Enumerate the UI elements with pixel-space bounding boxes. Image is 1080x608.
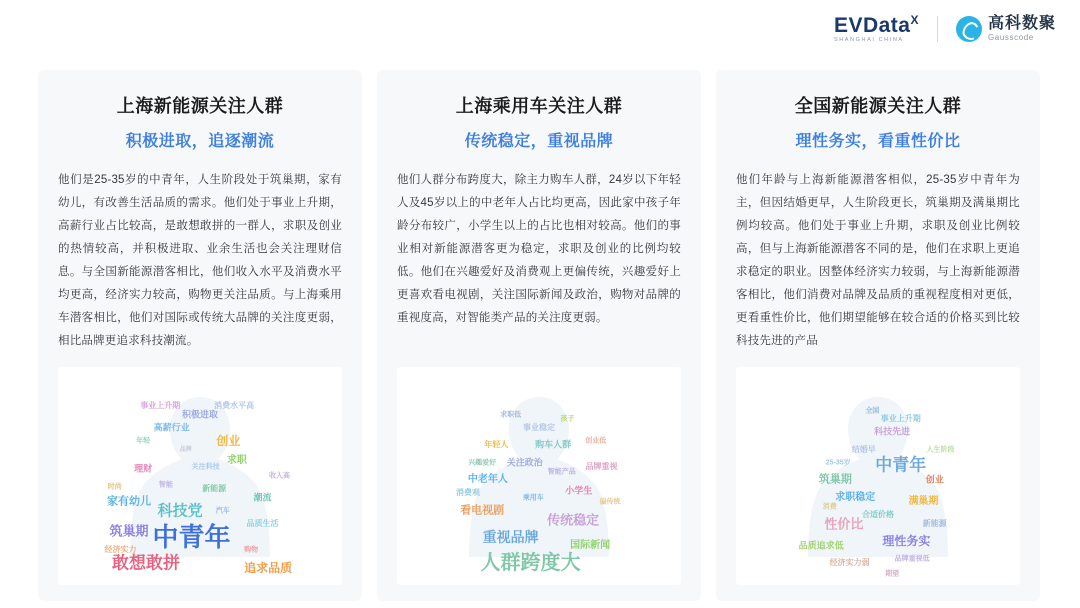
wordcloud-word: 人群跨度大 <box>480 552 581 575</box>
wordcloud-word: 看电视剧 <box>460 504 505 517</box>
card-subtitle: 积极进取，追逐潮流 <box>125 133 275 150</box>
wordcloud-word: 乘用车 <box>522 494 544 502</box>
card-subtitle: 理性务实，看重性价比 <box>795 133 961 150</box>
wordcloud-word: 年轻人 <box>484 440 509 450</box>
persona-card-national-ev <box>716 70 1040 601</box>
persona-card-list <box>38 70 1042 601</box>
wordcloud-word: 品质追求低 <box>798 540 844 551</box>
wordcloud-word: 结婚早 <box>851 444 876 454</box>
wordcloud-container <box>736 353 1020 585</box>
evdata-logo-superscript: X <box>910 13 919 27</box>
wordcloud-word: 重视品牌 <box>482 529 539 546</box>
wordcloud-word: 事业上升期 <box>880 414 921 424</box>
wordcloud-word: 事业稳定 <box>523 423 555 433</box>
gausscode-logo-en: Gausscode <box>987 33 1034 43</box>
wordcloud-word: 求职 <box>226 454 247 466</box>
wordcloud-word: 期望 <box>885 570 900 578</box>
wordcloud-word: 传统稳定 <box>547 512 600 528</box>
wordcloud-word: 品质生活 <box>246 518 279 528</box>
wordcloud-word: 筑巢期 <box>818 473 852 486</box>
wordcloud-word: 购物 <box>244 546 259 554</box>
wordcloud-word: 新能源 <box>202 484 227 494</box>
wordcloud-word: 积极进取 <box>181 409 219 420</box>
wordcloud-word: 年轻 <box>136 437 151 445</box>
card-title: 上海新能源关注人群 <box>116 96 284 116</box>
gausscode-mark-icon <box>956 16 982 42</box>
wordcloud-word: 25-35岁 <box>825 459 851 467</box>
wordcloud-word: 科技党 <box>157 502 203 520</box>
wordcloud-word: 创业低 <box>585 437 607 445</box>
evdata-logo-text <box>834 14 919 36</box>
wordcloud-word: 智能 <box>158 481 173 489</box>
wordcloud-container <box>397 353 681 585</box>
wordcloud-word: 理性务实 <box>882 534 931 549</box>
wordcloud-word: 事业上升期 <box>140 401 181 411</box>
wordcloud-word: 小学生 <box>565 485 593 496</box>
wordcloud-word: 全国 <box>865 407 880 415</box>
wordcloud-word: 求职低 <box>500 411 522 419</box>
wordcloud-word: 购车人群 <box>535 439 572 450</box>
wordcloud-word: 孩子 <box>560 415 575 423</box>
wordcloud-word: 收入高 <box>269 472 291 480</box>
wordcloud-word: 理财 <box>134 463 153 474</box>
wordcloud-word: 创业 <box>925 474 944 485</box>
logo-divider <box>937 16 938 42</box>
persona-card-shanghai-passenger <box>377 70 701 601</box>
wordcloud-word: 消费 <box>822 503 837 511</box>
wordcloud-word: 中老年人 <box>467 474 508 486</box>
wordcloud-word: 国际新闻 <box>570 539 611 551</box>
evdata-logo <box>834 14 919 44</box>
wordcloud-word: 创业 <box>216 434 241 449</box>
wordcloud-word: 新能源 <box>922 518 947 528</box>
card-title: 上海乘用车关注人群 <box>455 96 623 116</box>
wordcloud-word: 筑巢期 <box>109 523 149 538</box>
card-body-text: 他们年龄与上海新能源潜客相似，25-35岁中青年为主，但因结婚更早，人生阶段更长，筑巢期及满巢期比例均较高。他们处于事业上升期，求职及创业比例较高，但与上海新能源潜客不同的是，他们在求职上更追求稳定的职业。因整体经济实力较弱，与上海新能源潜客相比，他们消费对品牌及品质的重视程度相对更低，更看重性价比，他们期望能够在较合适的价格买到比较科技先进的产品 <box>736 174 1020 347</box>
wordcloud-word: 时尚 <box>107 483 122 491</box>
gausscode-logo-cn: 高科数聚 <box>987 14 1056 32</box>
card-title: 全国新能源关注人群 <box>794 96 962 116</box>
wordcloud-word: 追求品质 <box>244 560 293 575</box>
wordcloud-word: 消费水平高 <box>214 401 255 411</box>
wordcloud-word: 智能产品 <box>547 468 576 476</box>
wordcloud <box>397 367 681 585</box>
wordcloud-word: 科技先进 <box>874 426 911 437</box>
wordcloud-word: 中青年 <box>875 455 927 475</box>
gausscode-logo <box>956 15 1056 43</box>
gausscode-logo-text <box>988 15 1056 43</box>
wordcloud-word: 品牌 <box>179 446 192 453</box>
wordcloud <box>736 367 1020 585</box>
wordcloud-word: 消费观 <box>456 488 480 498</box>
card-body-text: 他们人群分布跨度大，除主力购车人群，24岁以下年轻人及45岁以上的中老年人占比均更高，因此家中孩子年龄分布较广，小学生以上的占比也相对较高。他们的事业相对新能源潜客更为稳定，求职及创业的比例均较低。他们在兴趣爱好及消费观上更偏传统，兴趣爱好上更喜欢看电视剧，关注国际新闻及政治，购物对品牌的重视度高，对智能类产品的关注度更弱。 <box>397 174 681 324</box>
wordcloud-container <box>58 353 342 585</box>
wordcloud-word: 求职稳定 <box>835 491 876 503</box>
wordcloud-word: 关注科技 <box>191 463 220 471</box>
wordcloud-word: 品牌重视低 <box>894 555 930 563</box>
persona-card-shanghai-ev <box>38 70 362 601</box>
wordcloud-word: 偏传统 <box>599 498 621 506</box>
evdata-logo-sub: SHANGHAI CHINA <box>833 37 904 43</box>
wordcloud-word: 兴趣爱好 <box>468 459 497 467</box>
wordcloud-word: 合适价格 <box>862 510 894 520</box>
header-logos <box>834 14 1056 44</box>
wordcloud-word: 性价比 <box>824 516 864 532</box>
card-body-text: 他们是25-35岁的中青年，人生阶段处于筑巢期，家有幼儿，有改善生活品质的需求。他们处于事业上升期，高薪行业占比较高，是敢想敢拼的一群人，求职及创业的热情较高，并积极进取、业余生活也会关注理财信息。与全国新能源潜客相比，他们收入水平及消费水平均更高，经济实力较高，购物更关注品质。与上海乘用车潜客相比，他们对国际或传统大品牌的关注度更弱，相比品牌更追求科技潮流。 <box>58 174 342 347</box>
wordcloud <box>58 367 342 585</box>
evdata-logo-main: EVData <box>833 14 911 37</box>
wordcloud-word: 家有幼儿 <box>107 495 151 508</box>
wordcloud-word: 经济实力弱 <box>829 558 870 568</box>
wordcloud-word: 高薪行业 <box>153 422 190 433</box>
wordcloud-word: 关注政治 <box>506 457 543 468</box>
wordcloud-word: 经济实力 <box>104 545 137 555</box>
wordcloud-word: 敢想敢拼 <box>112 553 181 573</box>
wordcloud-word: 品牌重视 <box>585 462 618 472</box>
wordcloud-word: 满巢期 <box>908 496 939 508</box>
wordcloud-word: 人生阶段 <box>926 446 955 454</box>
wordcloud-word: 潮流 <box>253 492 272 503</box>
wordcloud-word: 汽车 <box>215 507 230 515</box>
card-subtitle: 传统稳定，重视品牌 <box>464 133 614 150</box>
wordcloud-word: 中青年 <box>152 522 231 553</box>
